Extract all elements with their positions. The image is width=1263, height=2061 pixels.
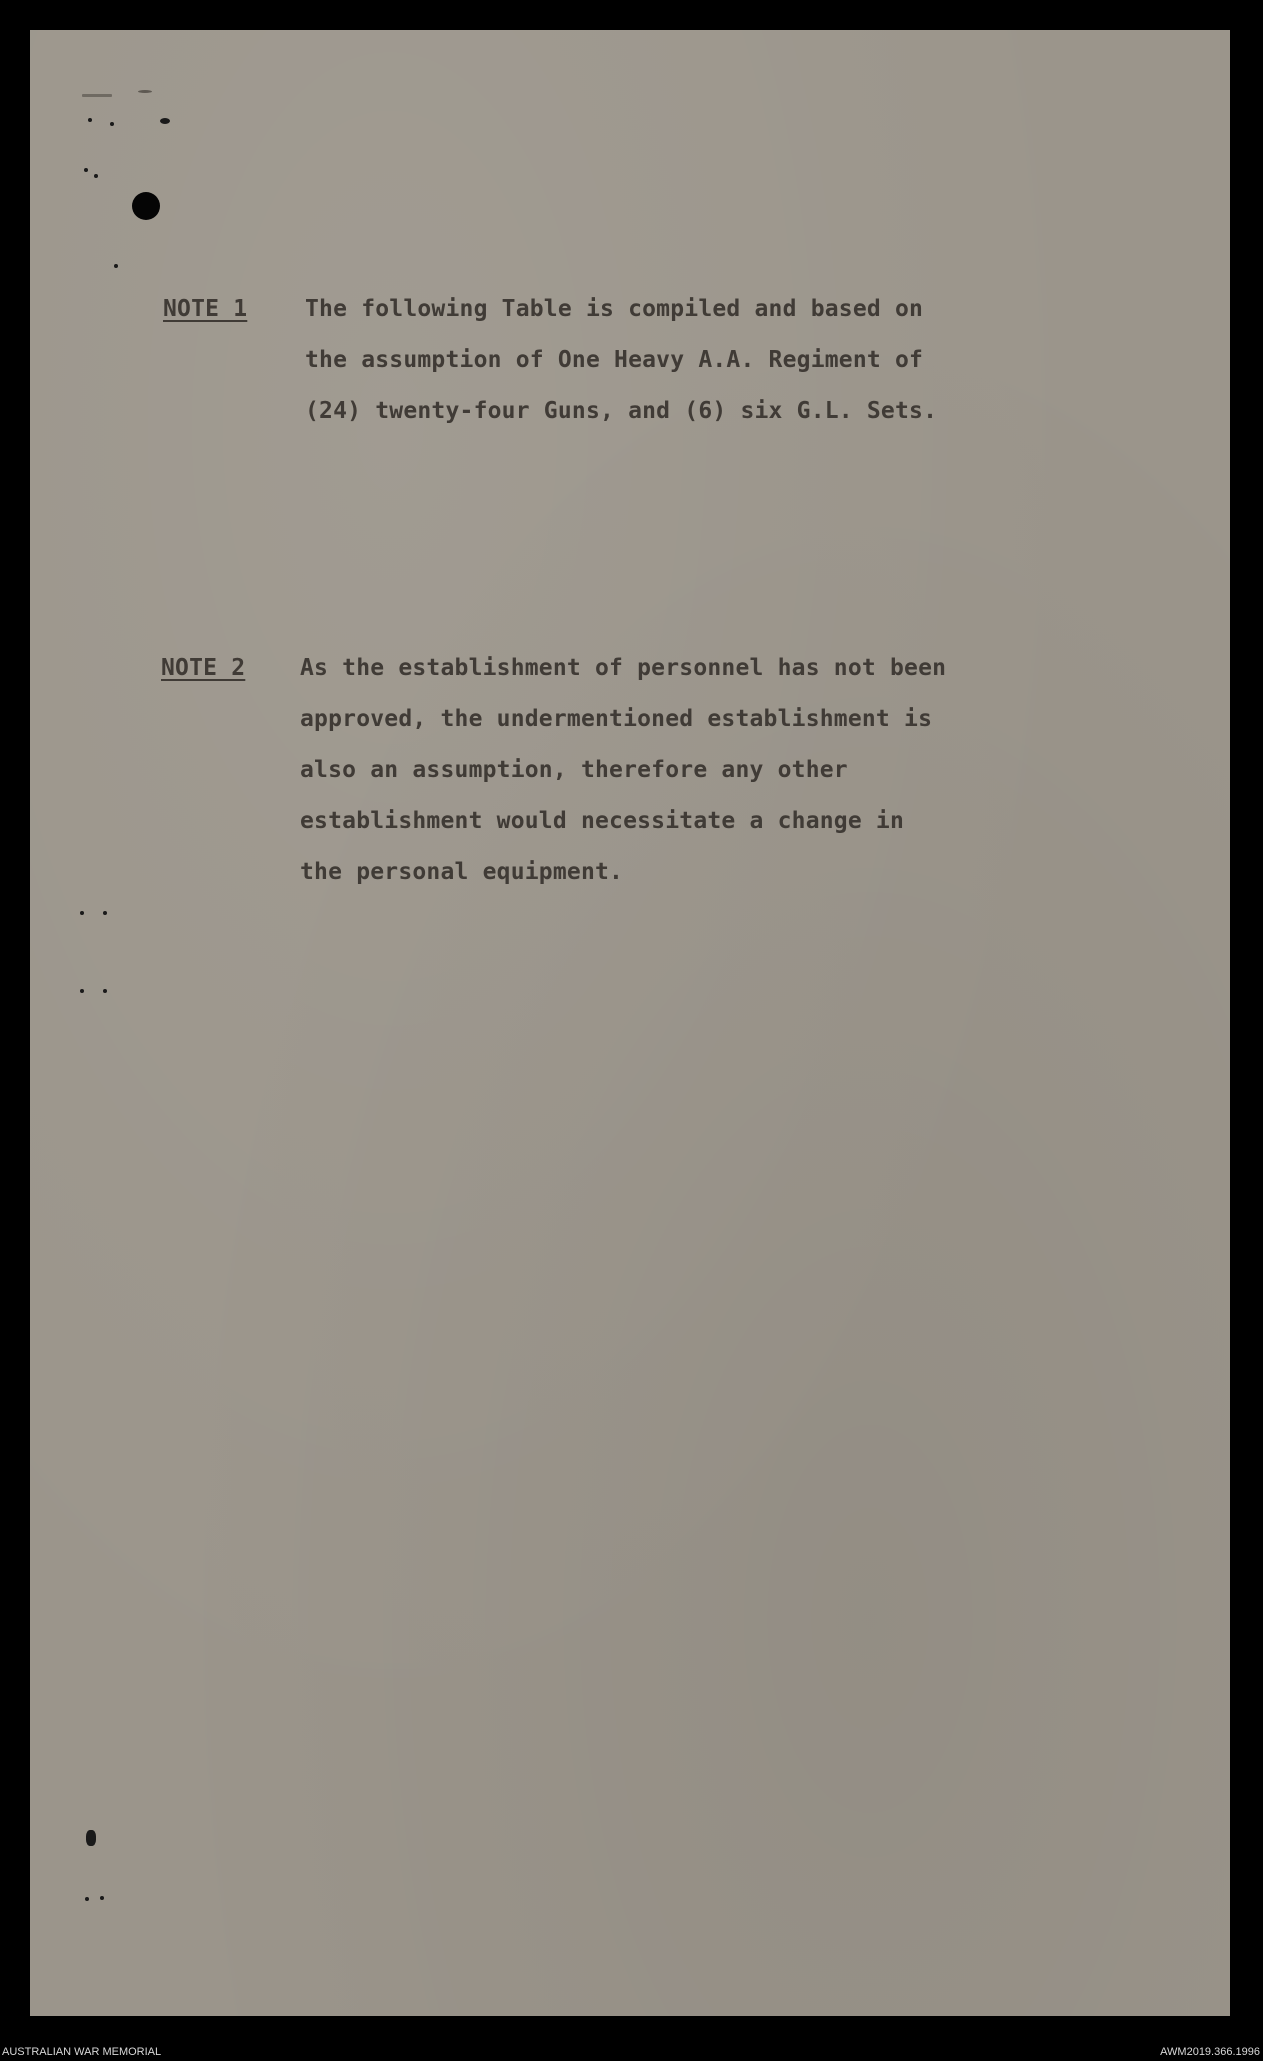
note-1-label: NOTE 1 xyxy=(163,296,248,322)
paper-speck xyxy=(86,1830,96,1846)
paper-speck xyxy=(160,118,170,124)
paper-speck xyxy=(114,264,118,268)
paper-speck xyxy=(80,911,84,915)
paper-speck xyxy=(100,1896,104,1900)
paper-speck xyxy=(84,168,88,172)
note-2 xyxy=(161,643,1181,903)
paper-speck xyxy=(80,989,84,993)
paper-speck xyxy=(82,94,112,97)
archive-credit: AUSTRALIAN WAR MEMORIAL xyxy=(2,2046,162,2058)
note-1-line: (24) twenty-four Guns, and (6) six G.L. Sets. xyxy=(305,398,938,424)
note-1-line: the assumption of One Heavy A.A. Regiment of xyxy=(305,347,924,373)
note-2-text xyxy=(300,643,946,898)
note-1 xyxy=(163,284,1163,444)
paper-speck xyxy=(85,1897,89,1901)
paper-speck xyxy=(88,118,92,122)
note-2-line: establishment would necessitate a change in xyxy=(300,808,905,834)
note-1-line: The following Table is compiled and based on xyxy=(305,296,924,322)
paper-speck xyxy=(103,989,107,993)
note-2-line: As the establishment of personnel has not been xyxy=(300,655,947,681)
document-page xyxy=(30,30,1230,2016)
paper-speck xyxy=(138,90,152,93)
note-2-line: also an assumption, therefore any other xyxy=(300,757,848,783)
note-2-line: the personal equipment. xyxy=(300,859,624,885)
archive-reference: AWM2019.366.1996 xyxy=(1160,2046,1260,2058)
paper-speck xyxy=(103,911,107,915)
punch-hole xyxy=(132,192,160,220)
note-2-line: approved, the undermentioned establishment is xyxy=(300,706,933,732)
note-2-label: NOTE 2 xyxy=(161,655,246,681)
paper-speck xyxy=(94,174,98,178)
paper-speck xyxy=(110,122,114,126)
note-1-text xyxy=(305,284,937,437)
